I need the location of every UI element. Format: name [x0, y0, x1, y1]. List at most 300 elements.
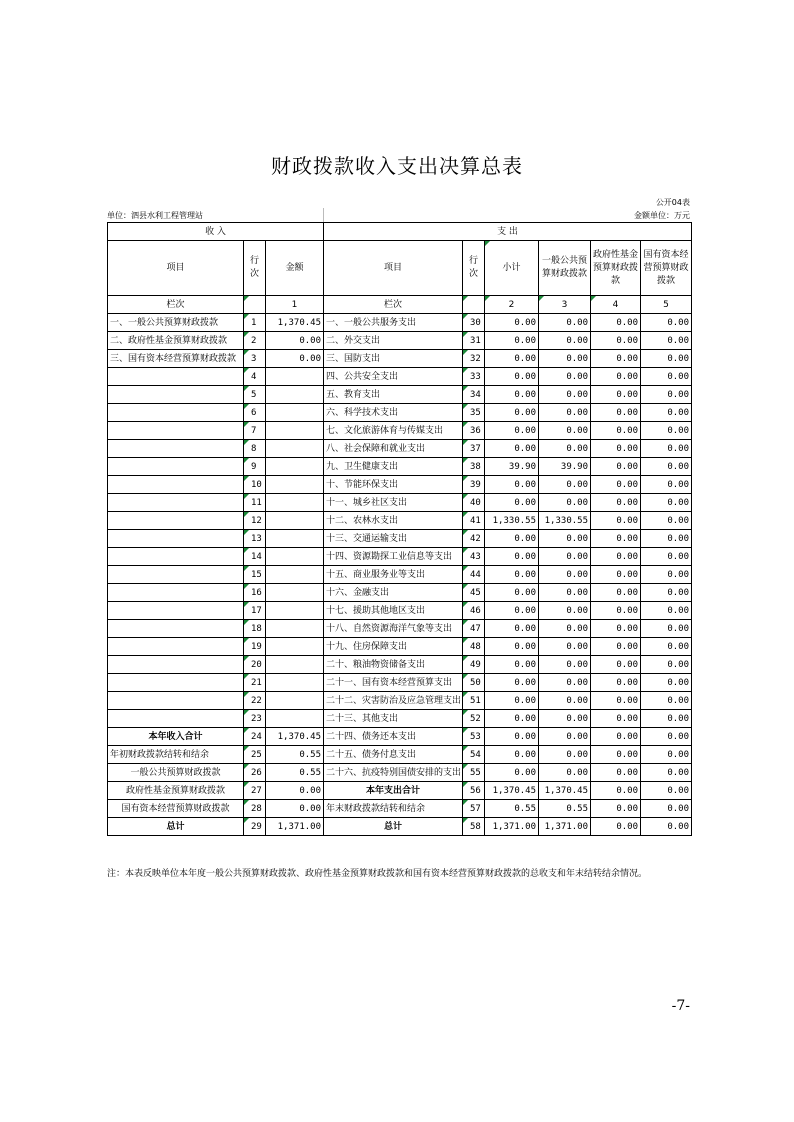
table-row	[108, 764, 692, 782]
page-title: 财政拨款收入支出决算总表	[271, 154, 523, 178]
income-item	[108, 440, 244, 458]
fund-budget-value: 0.00	[591, 530, 641, 548]
expense-item: 年末财政拨款结转和结余	[324, 800, 463, 818]
subtotal-value: 0.00	[485, 764, 539, 782]
income-amount: 0.55	[266, 746, 324, 764]
fund-budget-value: 0.00	[591, 800, 641, 818]
fund-budget-value: 0.00	[591, 692, 641, 710]
table-row	[108, 602, 692, 620]
income-item	[108, 584, 244, 602]
expense-line-no: 55	[463, 764, 485, 782]
fund-budget-value: 0.00	[591, 566, 641, 584]
subtotal-value: 0.00	[485, 332, 539, 350]
income-amount: 0.00	[266, 782, 324, 800]
income-line-no: 25	[244, 746, 266, 764]
general-budget-value: 0.00	[539, 332, 591, 350]
table-row	[108, 692, 692, 710]
general-budget-value: 0.00	[539, 746, 591, 764]
expense-item: 十四、资源勘探工业信息等支出	[324, 548, 463, 566]
income-item	[108, 512, 244, 530]
fund-budget-value: 0.00	[591, 710, 641, 728]
income-line-no: 28	[244, 800, 266, 818]
fund-budget-value: 0.00	[591, 818, 641, 836]
subtotal-value: 0.00	[485, 494, 539, 512]
income-line-no: 14	[244, 548, 266, 566]
income-amount	[266, 440, 324, 458]
subtotal-value: 0.00	[485, 638, 539, 656]
subtotal-value: 0.00	[485, 674, 539, 692]
soe-budget-value: 0.00	[641, 620, 692, 638]
fund-budget-value: 0.00	[591, 728, 641, 746]
subtotal-value: 0.00	[485, 476, 539, 494]
fund-budget-value: 0.00	[591, 386, 641, 404]
expense-item: 十八、自然资源海洋气象等支出	[324, 620, 463, 638]
general-budget-value: 1,370.45	[539, 782, 591, 800]
income-amount-header: 金额	[266, 241, 324, 296]
soe-budget-value: 0.00	[641, 674, 692, 692]
income-amount	[266, 602, 324, 620]
subtotal-value: 1,371.00	[485, 818, 539, 836]
income-line-no: 9	[244, 458, 266, 476]
table-row	[108, 422, 692, 440]
income-item: 总计	[108, 818, 244, 836]
expense-item: 二十一、国有资本经营预算支出	[324, 674, 463, 692]
income-amount	[266, 692, 324, 710]
income-amount	[266, 530, 324, 548]
subtotal-value: 0.00	[485, 602, 539, 620]
table-row	[108, 368, 692, 386]
table-row	[108, 494, 692, 512]
expense-line-no: 33	[463, 368, 485, 386]
general-budget-value: 0.00	[539, 584, 591, 602]
general-budget-value: 0.00	[539, 530, 591, 548]
income-line-no: 19	[244, 638, 266, 656]
fund-budget-value: 0.00	[591, 548, 641, 566]
income-item: 三、国有资本经营预算财政拨款	[108, 350, 244, 368]
table-row	[108, 314, 692, 332]
expense-item: 二十四、债务还本支出	[324, 728, 463, 746]
income-line-no: 5	[244, 386, 266, 404]
income-amount: 0.00	[266, 800, 324, 818]
fund-budget-value: 0.00	[591, 422, 641, 440]
expense-line-no: 39	[463, 476, 485, 494]
general-budget-value: 0.00	[539, 350, 591, 368]
expense-line-no: 54	[463, 746, 485, 764]
expense-item: 本年支出合计	[324, 782, 463, 800]
fund-budget-value: 0.00	[591, 314, 641, 332]
expense-line-no: 36	[463, 422, 485, 440]
expense-line-no: 57	[463, 800, 485, 818]
general-budget-value: 0.00	[539, 440, 591, 458]
soe-budget-value: 0.00	[641, 746, 692, 764]
subtotal-value: 0.00	[485, 746, 539, 764]
soe-budget-value: 0.00	[641, 782, 692, 800]
income-amount	[266, 674, 324, 692]
subtotal-value: 0.00	[485, 314, 539, 332]
expense-item: 十九、住房保障支出	[324, 638, 463, 656]
soe-budget-value: 0.00	[641, 404, 692, 422]
income-item: 一般公共预算财政拨款	[108, 764, 244, 782]
expense-line-no: 45	[463, 584, 485, 602]
subtotal-value: 0.00	[485, 530, 539, 548]
income-amount: 0.00	[266, 350, 324, 368]
table-row	[108, 404, 692, 422]
soe-budget-value: 0.00	[641, 818, 692, 836]
income-amount	[266, 710, 324, 728]
income-line-no: 2	[244, 332, 266, 350]
income-item	[108, 530, 244, 548]
divider	[323, 208, 324, 222]
table-row	[108, 638, 692, 656]
table-row	[108, 782, 692, 800]
income-amount	[266, 584, 324, 602]
fund-budget-value: 0.00	[591, 656, 641, 674]
income-header: 收 入	[108, 223, 324, 241]
fund-budget-value: 0.00	[591, 584, 641, 602]
expense-line-no: 38	[463, 458, 485, 476]
income-amount	[266, 494, 324, 512]
income-line-no: 1	[244, 314, 266, 332]
income-line-no: 16	[244, 584, 266, 602]
column-index-row	[108, 296, 692, 314]
general-budget-value: 0.00	[539, 656, 591, 674]
subtotal-value: 0.00	[485, 728, 539, 746]
form-number: 公开04表	[655, 198, 690, 207]
expense-item: 五、教育支出	[324, 386, 463, 404]
col-label: 栏次	[108, 296, 244, 314]
table-row	[108, 350, 692, 368]
table-row	[108, 476, 692, 494]
income-item	[108, 620, 244, 638]
soe-budget-value: 0.00	[641, 800, 692, 818]
general-budget-value: 0.00	[539, 602, 591, 620]
subtotal-value: 0.00	[485, 440, 539, 458]
table-row	[108, 818, 692, 836]
subtotal-value: 0.00	[485, 566, 539, 584]
income-line-no: 13	[244, 530, 266, 548]
income-amount: 1,370.45	[266, 314, 324, 332]
income-item	[108, 404, 244, 422]
income-item: 政府性基金预算财政拨款	[108, 782, 244, 800]
income-amount	[266, 566, 324, 584]
subtotal-value: 1,370.45	[485, 782, 539, 800]
income-line-no: 29	[244, 818, 266, 836]
general-budget-value: 0.00	[539, 314, 591, 332]
income-amount	[266, 656, 324, 674]
income-line-no: 26	[244, 764, 266, 782]
income-line-no: 4	[244, 368, 266, 386]
subtotal-value: 1,330.55	[485, 512, 539, 530]
soe-budget-value: 0.00	[641, 368, 692, 386]
income-amount	[266, 404, 324, 422]
fund-budget-value: 0.00	[591, 638, 641, 656]
table-row	[108, 620, 692, 638]
expense-item: 八、社会保障和就业支出	[324, 440, 463, 458]
subtotal-value: 0.00	[485, 548, 539, 566]
income-amount	[266, 386, 324, 404]
income-amount	[266, 512, 324, 530]
fund-budget-value: 0.00	[591, 674, 641, 692]
income-line-no: 12	[244, 512, 266, 530]
expense-item-header: 项目	[324, 241, 463, 296]
income-item: 国有资本经营预算财政拨款	[108, 800, 244, 818]
expense-header: 支 出	[324, 223, 692, 241]
income-amount	[266, 476, 324, 494]
income-item	[108, 386, 244, 404]
income-item: 二、政府性基金预算财政拨款	[108, 332, 244, 350]
expense-line-no: 42	[463, 530, 485, 548]
table-row	[108, 674, 692, 692]
table-row	[108, 440, 692, 458]
income-item	[108, 494, 244, 512]
income-line-no: 3	[244, 350, 266, 368]
subtotal-value: 0.00	[485, 422, 539, 440]
budget-summary-table	[107, 222, 692, 836]
expense-item: 二十三、其他支出	[324, 710, 463, 728]
organization-label: 单位：泗县水利工程管理站	[107, 211, 203, 220]
general-budget-value: 0.00	[539, 494, 591, 512]
income-amount	[266, 368, 324, 386]
income-item	[108, 548, 244, 566]
income-line-header: 行次	[244, 241, 266, 296]
income-item: 一、一般公共预算财政拨款	[108, 314, 244, 332]
income-line-no: 7	[244, 422, 266, 440]
general-budget-value: 0.00	[539, 620, 591, 638]
general-budget-value: 0.00	[539, 566, 591, 584]
col-index-4: 4	[591, 296, 641, 314]
soe-budget-value: 0.00	[641, 458, 692, 476]
expense-line-no: 40	[463, 494, 485, 512]
income-item	[108, 476, 244, 494]
header-row-2	[108, 241, 692, 296]
income-line-no: 10	[244, 476, 266, 494]
table-row	[108, 458, 692, 476]
expense-line-no: 56	[463, 782, 485, 800]
expense-line-no: 50	[463, 674, 485, 692]
table-row	[108, 746, 692, 764]
income-item: 本年收入合计	[108, 728, 244, 746]
subtotal-value: 0.00	[485, 350, 539, 368]
subtotal-value: 0.00	[485, 620, 539, 638]
fund-budget-value: 0.00	[591, 764, 641, 782]
expense-line-no: 30	[463, 314, 485, 332]
subtotal-value: 0.00	[485, 710, 539, 728]
soe-budget-header: 国有资本经营预算财政拨款	[641, 241, 692, 296]
income-line-no: 27	[244, 782, 266, 800]
table-row	[108, 332, 692, 350]
table-row	[108, 566, 692, 584]
soe-budget-value: 0.00	[641, 440, 692, 458]
income-amount: 1,371.00	[266, 818, 324, 836]
table-row	[108, 656, 692, 674]
soe-budget-value: 0.00	[641, 494, 692, 512]
table-row	[108, 728, 692, 746]
table-row	[108, 548, 692, 566]
general-budget-value: 0.00	[539, 386, 591, 404]
expense-line-no: 32	[463, 350, 485, 368]
table-note: 注：本表反映单位本年度一般公共预算财政拨款、政府性基金预算财政拨款和国有资本经营预算财政拨款的总收支和年末结转结余情况。	[107, 869, 648, 879]
expense-item: 十六、金融支出	[324, 584, 463, 602]
general-budget-value: 0.55	[539, 800, 591, 818]
table-row	[108, 800, 692, 818]
fund-budget-value: 0.00	[591, 476, 641, 494]
expense-item: 十一、城乡社区支出	[324, 494, 463, 512]
expense-line-no: 52	[463, 710, 485, 728]
soe-budget-value: 0.00	[641, 584, 692, 602]
col-blank-2	[463, 296, 485, 314]
soe-budget-value: 0.00	[641, 656, 692, 674]
soe-budget-value: 0.00	[641, 710, 692, 728]
col-index-3: 3	[539, 296, 591, 314]
income-amount	[266, 422, 324, 440]
expense-item: 四、公共安全支出	[324, 368, 463, 386]
expense-item: 二十、粮油物资储备支出	[324, 656, 463, 674]
expense-item: 二十六、抗疫特别国债安排的支出	[324, 764, 463, 782]
soe-budget-value: 0.00	[641, 764, 692, 782]
fund-budget-header: 政府性基金预算财政拨款	[591, 241, 641, 296]
fund-budget-value: 0.00	[591, 494, 641, 512]
fund-budget-value: 0.00	[591, 332, 641, 350]
fund-budget-value: 0.00	[591, 368, 641, 386]
soe-budget-value: 0.00	[641, 512, 692, 530]
col-index-5: 5	[641, 296, 692, 314]
soe-budget-value: 0.00	[641, 422, 692, 440]
expense-item: 二十二、灾害防治及应急管理支出	[324, 692, 463, 710]
expense-line-no: 51	[463, 692, 485, 710]
fund-budget-value: 0.00	[591, 620, 641, 638]
income-item	[108, 638, 244, 656]
fund-budget-value: 0.00	[591, 458, 641, 476]
income-line-no: 21	[244, 674, 266, 692]
soe-budget-value: 0.00	[641, 728, 692, 746]
general-budget-value: 0.00	[539, 764, 591, 782]
income-amount: 1,370.45	[266, 728, 324, 746]
col-index-1: 1	[266, 296, 324, 314]
income-amount: 0.00	[266, 332, 324, 350]
general-budget-value: 0.00	[539, 710, 591, 728]
fund-budget-value: 0.00	[591, 440, 641, 458]
table-row	[108, 386, 692, 404]
currency-unit-label: 金额单位：万元	[634, 211, 690, 220]
expense-item: 六、科学技术支出	[324, 404, 463, 422]
col-blank	[244, 296, 266, 314]
expense-line-no: 35	[463, 404, 485, 422]
subtotal-value: 0.00	[485, 584, 539, 602]
expense-line-no: 43	[463, 548, 485, 566]
general-budget-value: 0.00	[539, 638, 591, 656]
expense-item: 十二、农林水支出	[324, 512, 463, 530]
fund-budget-value: 0.00	[591, 782, 641, 800]
expense-item: 二十五、债务付息支出	[324, 746, 463, 764]
income-line-no: 8	[244, 440, 266, 458]
income-amount	[266, 620, 324, 638]
general-budget-value: 0.00	[539, 548, 591, 566]
expense-item: 总计	[324, 818, 463, 836]
general-budget-value: 1,371.00	[539, 818, 591, 836]
fund-budget-value: 0.00	[591, 602, 641, 620]
soe-budget-value: 0.00	[641, 602, 692, 620]
subtotal-value: 0.00	[485, 368, 539, 386]
subtotal-value: 0.00	[485, 656, 539, 674]
fund-budget-value: 0.00	[591, 350, 641, 368]
soe-budget-value: 0.00	[641, 386, 692, 404]
soe-budget-value: 0.00	[641, 548, 692, 566]
income-item	[108, 368, 244, 386]
income-item	[108, 692, 244, 710]
general-budget-value: 0.00	[539, 674, 591, 692]
expense-line-no: 41	[463, 512, 485, 530]
expense-line-no: 47	[463, 620, 485, 638]
expense-line-no: 53	[463, 728, 485, 746]
soe-budget-value: 0.00	[641, 350, 692, 368]
subtotal-value: 0.55	[485, 800, 539, 818]
expense-item: 十三、交通运输支出	[324, 530, 463, 548]
expense-line-no: 58	[463, 818, 485, 836]
subtotal-value: 0.00	[485, 386, 539, 404]
income-item	[108, 710, 244, 728]
col-index-2: 2	[485, 296, 539, 314]
soe-budget-value: 0.00	[641, 638, 692, 656]
income-item	[108, 422, 244, 440]
soe-budget-value: 0.00	[641, 692, 692, 710]
income-amount: 0.55	[266, 764, 324, 782]
expense-item: 三、国防支出	[324, 350, 463, 368]
income-line-no: 15	[244, 566, 266, 584]
expense-line-no: 34	[463, 386, 485, 404]
income-line-no: 17	[244, 602, 266, 620]
soe-budget-value: 0.00	[641, 476, 692, 494]
soe-budget-value: 0.00	[641, 314, 692, 332]
income-item	[108, 602, 244, 620]
table-row	[108, 512, 692, 530]
unit-row	[107, 208, 690, 222]
expense-line-no: 49	[463, 656, 485, 674]
expense-item: 十七、援助其他地区支出	[324, 602, 463, 620]
income-item	[108, 458, 244, 476]
expense-item: 九、卫生健康支出	[324, 458, 463, 476]
income-amount	[266, 638, 324, 656]
income-line-no: 22	[244, 692, 266, 710]
general-budget-value: 0.00	[539, 728, 591, 746]
table-row	[108, 584, 692, 602]
table-row	[108, 530, 692, 548]
income-line-no: 18	[244, 620, 266, 638]
fund-budget-value: 0.00	[591, 512, 641, 530]
col-label-2: 栏次	[324, 296, 463, 314]
expense-item: 一、一般公共服务支出	[324, 314, 463, 332]
expense-item: 十、节能环保支出	[324, 476, 463, 494]
general-budget-value: 0.00	[539, 368, 591, 386]
general-budget-value: 0.00	[539, 404, 591, 422]
header-row-1	[108, 223, 692, 241]
soe-budget-value: 0.00	[641, 530, 692, 548]
income-line-no: 24	[244, 728, 266, 746]
income-item	[108, 566, 244, 584]
subtotal-value: 39.90	[485, 458, 539, 476]
expense-item: 二、外交支出	[324, 332, 463, 350]
general-budget-header: 一般公共预算财政拨款	[539, 241, 591, 296]
expense-line-no: 44	[463, 566, 485, 584]
soe-budget-value: 0.00	[641, 566, 692, 584]
income-item-header: 项目	[108, 241, 244, 296]
general-budget-value: 1,330.55	[539, 512, 591, 530]
subtotal-header: 小计	[485, 241, 539, 296]
page-number: -7-	[671, 998, 690, 1014]
income-item	[108, 656, 244, 674]
expense-line-no: 37	[463, 440, 485, 458]
income-line-no: 6	[244, 404, 266, 422]
income-item: 年初财政拨款结转和结余	[108, 746, 244, 764]
